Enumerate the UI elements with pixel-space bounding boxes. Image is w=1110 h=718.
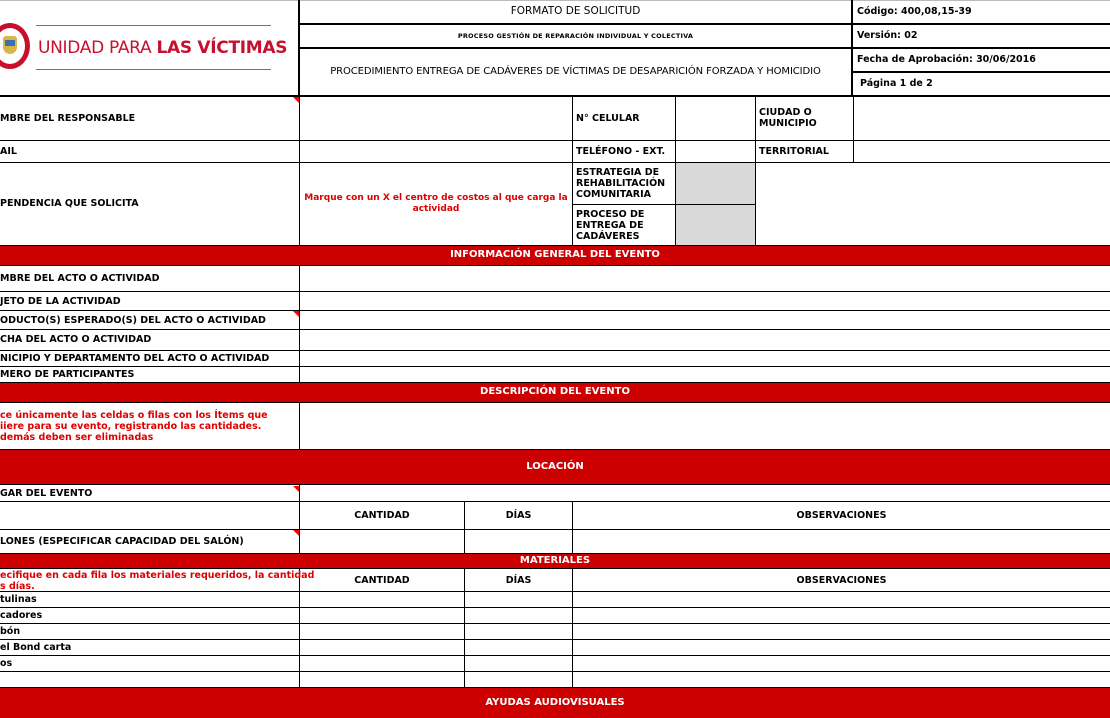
- activity-name-label: MBRE DEL ACTO O ACTIVIDAD: [0, 273, 160, 284]
- page-number: Página 1 de 2: [860, 78, 933, 89]
- territorial-input[interactable]: [854, 141, 1110, 162]
- cell-input[interactable]: [676, 97, 755, 140]
- comment-marker[interactable]: [293, 486, 299, 492]
- activity-object-label: JETO DE LA ACTIVIDAD: [0, 296, 121, 307]
- dependency-label: PENDENCIA QUE SOLICITA: [0, 198, 139, 209]
- email-label: AIL: [0, 146, 17, 157]
- municipality-input[interactable]: [300, 351, 1110, 366]
- cell-label: N° CELULAR: [576, 113, 640, 124]
- general-info-header: INFORMACIÓN GENERAL DEL EVENTO: [0, 245, 1110, 266]
- responsible-input[interactable]: [300, 97, 572, 140]
- divider: [755, 96, 756, 245]
- event-place-input[interactable]: [300, 486, 1110, 501]
- comment-marker[interactable]: [293, 530, 299, 536]
- cost-center-rehabilitation-label: ESTRATEGIA DE REHABILITACIÓN COMUNITARIA: [576, 167, 666, 200]
- comment-marker[interactable]: [293, 311, 299, 317]
- divider: [0, 501, 1110, 502]
- audiovisual-header: AYUDAS AUDIOVISUALES: [0, 687, 1110, 718]
- cost-center-checkbox-delivery[interactable]: [676, 205, 755, 245]
- approval-date: Fecha de Aprobación: 30/06/2016: [857, 54, 1036, 65]
- material-quantity-input[interactable]: [300, 592, 464, 687]
- material-item: bón: [0, 626, 21, 637]
- document-version: Versión: 02: [857, 30, 918, 41]
- material-item: os: [0, 658, 13, 669]
- phone-label: TELÉFONO - EXT.: [576, 146, 666, 157]
- rooms-observations-input[interactable]: [573, 530, 1110, 553]
- logo-text: UNIDAD PARA LAS VÍCTIMAS: [38, 38, 288, 58]
- activity-date-label: CHA DEL ACTO O ACTIVIDAD: [0, 334, 152, 345]
- description-header: DESCRIPCIÓN DEL EVENTO: [0, 382, 1110, 403]
- rooms-quantity-input[interactable]: [300, 530, 464, 553]
- description-input[interactable]: [300, 404, 1110, 449]
- logo-bottom-line: [36, 69, 271, 70]
- material-observations-input[interactable]: [573, 592, 1110, 687]
- municipality-label: NICIPIO Y DEPARTAMENTO DEL ACTO O ACTIVIDAD: [0, 353, 270, 364]
- material-days-input[interactable]: [465, 592, 572, 687]
- description-note-line: iiere para su evento, registrando las cantidades.: [0, 421, 262, 432]
- activity-name-input[interactable]: [300, 267, 1110, 291]
- materials-col-days: DÍAS: [505, 575, 532, 586]
- material-item: cadores: [0, 610, 43, 621]
- materials-col-quantity: CANTIDAD: [354, 575, 410, 586]
- location-col-observations: OBSERVACIONES: [796, 510, 887, 521]
- phone-input[interactable]: [676, 141, 755, 162]
- colombia-seal-icon: [0, 23, 30, 69]
- divider: [572, 96, 573, 245]
- responsible-label: MBRE DEL RESPONSABLE: [0, 113, 136, 124]
- activity-date-input[interactable]: [300, 330, 1110, 350]
- rooms-days-input[interactable]: [465, 530, 572, 553]
- cost-center-checkbox-rehabilitation[interactable]: [676, 163, 755, 204]
- expected-products-label: ODUCTO(S) ESPERADO(S) DEL ACTO O ACTIVIDAD: [0, 315, 266, 326]
- participants-label: MERO DE PARTICIPANTES: [0, 369, 135, 380]
- location-col-days: DÍAS: [505, 510, 532, 521]
- divider: [0, 162, 1110, 163]
- process-name: PROCESO GESTIÓN DE REPARACIÓN INDIVIDUAL Y COLECTIVA: [457, 32, 694, 40]
- form-title: FORMATO DE SOLICITUD: [510, 5, 641, 17]
- materials-note-line: s días.: [0, 581, 35, 592]
- activity-object-input[interactable]: [300, 292, 1110, 310]
- logo-top-line: [36, 25, 271, 26]
- location-header: LOCACIÓN: [0, 449, 1110, 485]
- city-input[interactable]: [854, 97, 1110, 140]
- divider: [298, 23, 1110, 25]
- rooms-label: LONES (ESPECIFICAR CAPACIDAD DEL SALÓN): [0, 536, 244, 547]
- expected-products-input[interactable]: [300, 311, 1110, 329]
- city-label: CIUDAD O MUNICIPIO: [759, 107, 817, 129]
- materials-note-line: ecifique en cada fila los materiales requeridos, la cantidad: [0, 570, 315, 581]
- participants-input[interactable]: [300, 367, 1110, 382]
- description-note-line: demás deben ser eliminadas: [0, 432, 154, 443]
- cost-center-note: Marque con un X el centro de costos al que carga la actividad: [304, 193, 568, 214]
- territorial-label: TERRITORIAL: [759, 146, 829, 157]
- divider: [853, 71, 1110, 73]
- material-item: el Bond carta: [0, 642, 72, 653]
- divider: [298, 47, 1110, 49]
- description-note-line: ce únicamente las celdas o filas con los Ítems que: [0, 410, 268, 421]
- email-input[interactable]: [300, 141, 572, 162]
- cost-center-delivery-label: PROCESO DE ENTREGA DE CADÁVERES: [576, 209, 645, 242]
- materials-header: MATERIALES: [0, 553, 1110, 569]
- material-item: tulinas: [0, 594, 37, 605]
- event-place-label: GAR DEL EVENTO: [0, 488, 93, 499]
- procedure-name: PROCEDIMIENTO ENTREGA DE CADÁVERES DE VÍCTIMAS DE DESAPARICIÓN FORZADA Y HOMICIDIO: [330, 66, 821, 77]
- document-code: Código: 400,08,15-39: [857, 6, 972, 17]
- logo: [0, 0, 298, 96]
- materials-col-observations: OBSERVACIONES: [796, 575, 887, 586]
- location-col-quantity: CANTIDAD: [354, 510, 410, 521]
